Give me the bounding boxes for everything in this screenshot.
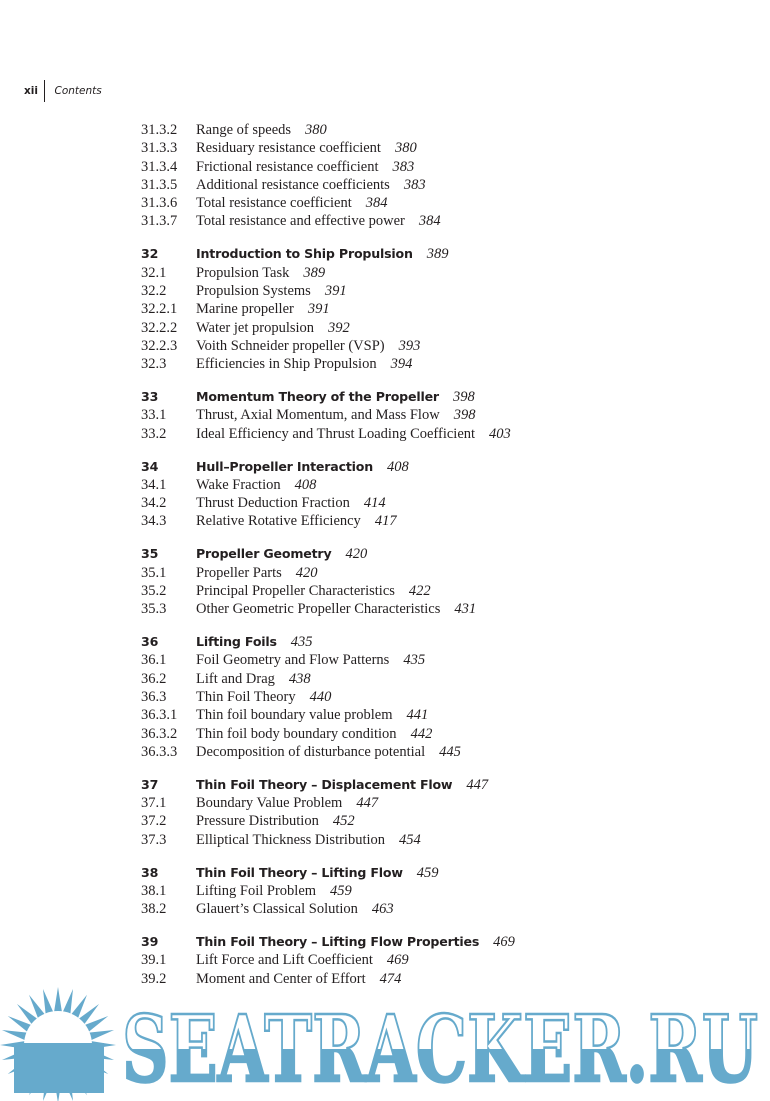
entry-title: Thin Foil Theory — [196, 688, 296, 705]
toc-entry[interactable] — [141, 582, 741, 600]
toc-chapter-entry[interactable] — [141, 933, 741, 951]
entry-number: 36.3 — [141, 688, 167, 705]
entry-title: Glauert’s Classical Solution — [196, 901, 358, 918]
entry-number: 31.3.6 — [141, 195, 178, 212]
entry-page: 398 — [453, 407, 476, 424]
entry-page: 417 — [374, 513, 397, 530]
toc-entry[interactable] — [141, 794, 741, 812]
entry-number: 37.3 — [141, 831, 167, 848]
entry-title: Total resistance and effective power — [196, 213, 405, 230]
entry-number: 36.3.1 — [141, 707, 178, 724]
entry-title: Principal Propeller Characteristics — [196, 582, 395, 599]
toc-entry[interactable] — [141, 494, 741, 512]
entry-page: 463 — [371, 901, 394, 918]
entry-title: Ideal Efficiency and Thrust Loading Coefficient — [196, 425, 476, 442]
toc-entry[interactable] — [141, 300, 741, 318]
entry-title: Efficiencies in Ship Propulsion — [196, 356, 377, 373]
entry-number: 34.2 — [141, 495, 167, 512]
entry-page: 445 — [439, 743, 461, 760]
toc-entry[interactable] — [141, 158, 741, 176]
entry-title: Boundary Value Problem — [196, 795, 343, 812]
entry-title: Frictional resistance coefficient — [196, 158, 379, 175]
entry-title: Decomposition of disturbance potential — [196, 743, 426, 760]
toc-entry[interactable] — [141, 264, 741, 282]
toc-group — [141, 864, 741, 919]
header-divider — [44, 80, 46, 102]
toc-group — [141, 633, 741, 761]
toc-chapter-entry[interactable] — [141, 388, 741, 406]
entry-title: Propulsion Systems — [196, 282, 311, 299]
entry-number: 35.3 — [141, 601, 167, 618]
entry-number: 31.3.3 — [141, 140, 178, 157]
entry-page: 474 — [379, 970, 402, 987]
entry-number: 37 — [141, 776, 159, 792]
toc-entry[interactable] — [141, 651, 741, 669]
entry-page: 469 — [386, 952, 409, 969]
entry-title: Thin Foil Theory – Lifting Flow — [196, 864, 403, 880]
entry-title: Hull–Propeller Interaction — [196, 458, 373, 474]
sun-icon — [0, 987, 116, 1101]
sun-ray — [2, 1030, 28, 1041]
entry-number: 37.1 — [141, 795, 167, 812]
entry-number: 39.1 — [141, 952, 167, 969]
entry-title: Lift Force and Lift Coefficient — [196, 952, 373, 969]
toc-chapter-entry[interactable] — [141, 633, 741, 651]
entry-number: 35.2 — [141, 582, 167, 599]
toc-chapter-entry[interactable] — [141, 545, 741, 563]
sun-ray — [43, 989, 54, 1015]
entry-page: 383 — [403, 176, 426, 193]
entry-title: Other Geometric Propeller Characteristics — [196, 601, 441, 618]
entry-page: 389 — [426, 246, 449, 263]
toc-chapter-entry[interactable] — [141, 245, 741, 263]
sun-ray — [62, 989, 73, 1015]
entry-title: Relative Rotative Efficiency — [196, 513, 361, 530]
entry-page: 422 — [408, 582, 431, 599]
entry-page: 459 — [416, 864, 439, 881]
entry-title: Thrust, Axial Momentum, and Mass Flow — [196, 407, 440, 424]
entry-number: 33.2 — [141, 425, 167, 442]
watermark-text: SEATRACKER.RU — [122, 995, 758, 1101]
entry-number: 36.1 — [141, 652, 167, 669]
entry-number: 32.1 — [141, 264, 167, 281]
toc-entry[interactable] — [141, 319, 741, 337]
entry-page: 435 — [290, 634, 313, 651]
entry-number: 38.2 — [141, 901, 167, 918]
entry-page: 393 — [398, 337, 421, 354]
entry-number: 36.3.2 — [141, 725, 178, 742]
sun-ray — [88, 1030, 114, 1041]
entry-title: Propeller Parts — [196, 564, 282, 581]
entry-number: 32.2.2 — [141, 319, 178, 336]
entry-title: Thin Foil Theory – Displacement Flow — [196, 776, 453, 792]
entry-title: Thin Foil Theory – Lifting Flow Properties — [196, 934, 480, 950]
entry-page: 392 — [328, 319, 350, 336]
toc-entry[interactable] — [141, 951, 741, 969]
entry-page: 420 — [345, 546, 368, 563]
entry-page: 384 — [365, 195, 388, 212]
entry-title: Lifting Foil Problem — [196, 882, 317, 899]
entry-page: 452 — [332, 813, 355, 830]
entry-title: Moment and Center of Effort — [196, 970, 366, 987]
entry-title: Lift and Drag — [196, 670, 275, 687]
entry-page: 420 — [295, 564, 318, 581]
entry-page: 408 — [387, 458, 409, 475]
toc-chapter-entry[interactable] — [141, 458, 741, 476]
toc-entry[interactable] — [141, 564, 741, 582]
entry-number: 33.1 — [141, 407, 167, 424]
entry-number: 39 — [141, 934, 159, 950]
toc-group — [141, 776, 741, 849]
entry-number: 36.2 — [141, 670, 167, 687]
entry-title: Foil Geometry and Flow Patterns — [196, 652, 390, 669]
entry-number: 35.1 — [141, 564, 167, 581]
entry-page: 454 — [399, 831, 421, 848]
entry-number: 31.3.5 — [141, 176, 178, 193]
entry-title: Water jet propulsion — [196, 319, 315, 336]
toc-group — [141, 388, 741, 443]
toc-entry[interactable] — [141, 194, 741, 212]
entry-title: Momentum Theory of the Propeller — [196, 389, 439, 405]
entry-number: 32.2.1 — [141, 301, 178, 318]
entry-page: 442 — [410, 725, 433, 742]
entry-page: 384 — [418, 213, 441, 230]
toc-entry[interactable] — [141, 512, 741, 530]
toc-group — [141, 121, 741, 231]
entry-page: 380 — [305, 122, 327, 138]
watermark-logo — [0, 985, 770, 1101]
entry-title: Voith Schneider propeller (VSP) — [196, 337, 385, 354]
entry-page: 447 — [356, 795, 379, 812]
toc-entry[interactable] — [141, 355, 741, 373]
entry-page: 459 — [330, 882, 352, 899]
entry-number: 34.1 — [141, 476, 167, 493]
toc-group — [141, 545, 741, 618]
toc-entry[interactable] — [141, 139, 741, 157]
entry-number: 32.3 — [141, 356, 167, 373]
entry-number: 36 — [141, 634, 159, 650]
toc-entry[interactable] — [141, 282, 741, 300]
table-of-contents — [141, 121, 741, 1003]
entry-page: 440 — [309, 688, 332, 705]
entry-page: 391 — [307, 301, 330, 318]
entry-page: 447 — [466, 776, 489, 793]
entry-page: 389 — [303, 264, 326, 281]
toc-entry[interactable] — [141, 688, 741, 706]
entry-page: 383 — [392, 158, 415, 175]
toc-entry[interactable] — [141, 812, 741, 830]
entry-number: 34 — [141, 458, 159, 474]
sun-ray — [54, 987, 62, 1013]
toc-group — [141, 245, 741, 373]
running-title: Contents — [54, 85, 102, 97]
entry-title: Introduction to Ship Propulsion — [196, 246, 413, 262]
entry-number: 32.2 — [141, 282, 167, 299]
toc-entry[interactable] — [141, 670, 741, 688]
entry-title: Thin foil boundary value problem — [196, 707, 393, 724]
entry-number: 38.1 — [141, 882, 167, 899]
toc-chapter-entry[interactable] — [141, 864, 741, 882]
toc-chapter-entry[interactable] — [141, 776, 741, 794]
entry-number: 31.3.7 — [141, 213, 178, 230]
entry-title: Range of speeds — [196, 122, 292, 138]
entry-number: 31.3.4 — [141, 158, 178, 175]
entry-page: 408 — [294, 476, 317, 493]
entry-title: Propulsion Task — [196, 264, 290, 281]
toc-entry[interactable] — [141, 337, 741, 355]
entry-title: Propeller Geometry — [196, 546, 332, 562]
running-header — [24, 80, 102, 102]
entry-number: 37.2 — [141, 813, 167, 830]
entry-page: 469 — [493, 934, 515, 951]
toc-entry[interactable] — [141, 212, 741, 230]
entry-title: Pressure Distribution — [196, 813, 319, 830]
entry-page: 414 — [363, 495, 386, 512]
entry-number: 32.2.3 — [141, 337, 178, 354]
entry-title: Residuary resistance coefficient — [196, 140, 381, 157]
entry-number: 31.3.2 — [141, 122, 178, 138]
entry-title: Thrust Deduction Fraction — [196, 495, 350, 512]
entry-title: Elliptical Thickness Distribution — [196, 831, 386, 848]
entry-number: 36.3.3 — [141, 743, 178, 760]
toc-entry[interactable] — [141, 476, 741, 494]
toc-entry[interactable] — [141, 425, 741, 443]
entry-page: 380 — [394, 140, 417, 157]
entry-number: 34.3 — [141, 513, 167, 530]
entry-number: 32 — [141, 246, 159, 262]
toc-group — [141, 933, 741, 988]
toc-entry[interactable] — [141, 882, 741, 900]
toc-entry[interactable] — [141, 706, 741, 724]
toc-entry[interactable] — [141, 831, 741, 849]
entry-page: 398 — [452, 389, 475, 406]
toc-entry[interactable] — [141, 725, 741, 743]
entry-title: Thin foil body boundary condition — [196, 725, 397, 742]
entry-title: Marine propeller — [196, 301, 294, 318]
entry-number: 35 — [141, 546, 159, 562]
entry-title: Lifting Foils — [196, 634, 277, 650]
entry-page: 438 — [288, 670, 311, 687]
entry-page: 394 — [390, 356, 413, 373]
entry-page: 391 — [324, 282, 347, 299]
toc-entry[interactable] — [141, 900, 741, 918]
entry-page: 435 — [403, 652, 426, 669]
toc-entry[interactable] — [141, 176, 741, 194]
entry-title: Wake Fraction — [196, 476, 281, 493]
toc-entry[interactable] — [141, 406, 741, 424]
toc-entry[interactable] — [141, 600, 741, 618]
page-number: xii — [24, 85, 38, 97]
toc-entry[interactable] — [141, 743, 741, 761]
entry-page: 441 — [406, 707, 429, 724]
entry-page: 431 — [454, 601, 477, 618]
entry-number: 33 — [141, 389, 159, 405]
entry-page: 403 — [489, 425, 511, 442]
toc-entry[interactable] — [141, 121, 741, 139]
entry-title: Total resistance coefficient — [196, 195, 352, 212]
entry-number: 38 — [141, 864, 159, 880]
toc-group — [141, 458, 741, 531]
entry-title: Additional resistance coefficients — [196, 176, 390, 193]
entry-number: 39.2 — [141, 970, 167, 987]
